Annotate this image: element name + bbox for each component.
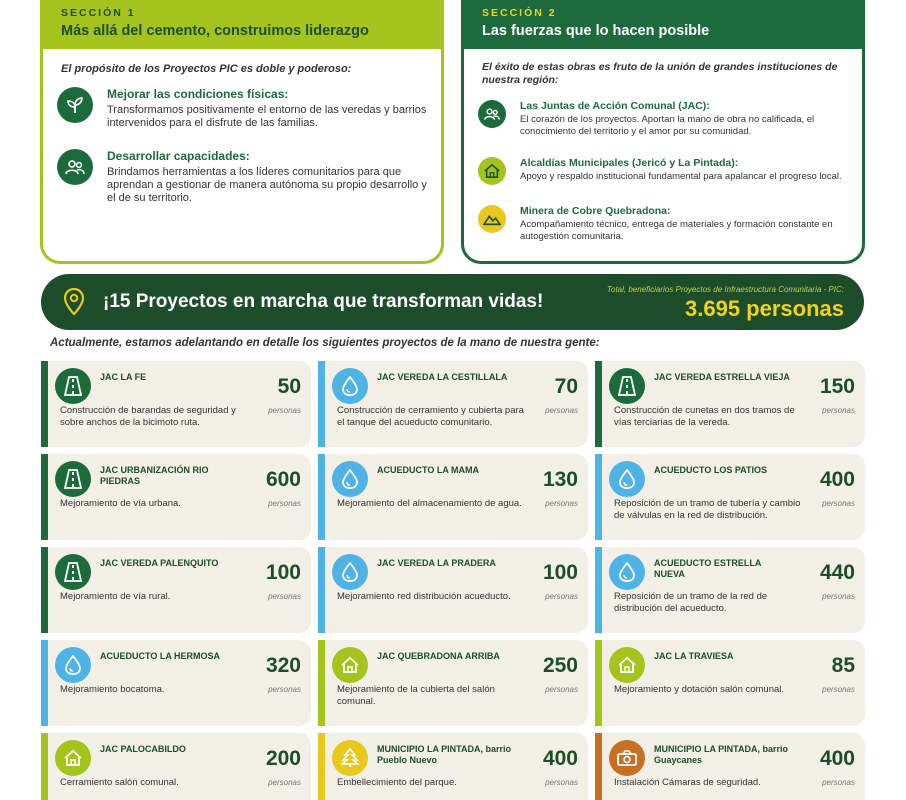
- section-1-header: [43, 0, 441, 49]
- section-2-number: SECCIÓN 2: [482, 7, 557, 19]
- partner-item-title: Alcaldías Municipales (Jericó y La Pintada):: [520, 157, 739, 169]
- project-card: [595, 733, 865, 800]
- project-card: [595, 547, 865, 633]
- project-unit: personas: [268, 499, 301, 508]
- project-card: [595, 361, 865, 447]
- project-beneficiaries: 50: [277, 375, 301, 398]
- house-icon: [478, 157, 506, 185]
- partner-item-title: Minera de Cobre Quebradona:: [520, 205, 671, 217]
- section-2-intro: El éxito de estas obras es fruto de la unión de grandes instituciones de nuestra región:: [482, 61, 838, 86]
- section-1-number: SECCIÓN 1: [61, 7, 136, 19]
- project-name: JAC VEREDA LA PRADERA: [377, 558, 496, 568]
- project-unit: personas: [545, 406, 578, 415]
- project-beneficiaries: 70: [554, 375, 578, 398]
- road-icon: [609, 368, 645, 404]
- house-icon: [609, 647, 645, 683]
- project-name: JAC VEREDA LA CESTILLALA: [377, 372, 508, 382]
- project-unit: personas: [822, 778, 855, 787]
- project-card: [318, 361, 588, 447]
- project-card: [595, 640, 865, 726]
- project-description: Mejoramiento del almacenamiento de agua.: [337, 498, 522, 509]
- project-beneficiaries: 250: [542, 654, 578, 677]
- partner-item-text: Apoyo y respaldo institucional fundamental para apalancar el progreso local.: [520, 171, 842, 182]
- projects-lead-text: Actualmente, estamos adelantando en detalle los siguientes proyectos de la mano de nuestra gente:: [50, 337, 600, 349]
- project-name: ACUEDUCTO LA HERMOSA: [100, 651, 221, 661]
- sprout-icon: [57, 87, 93, 123]
- people-icon: [57, 149, 93, 185]
- project-card: [41, 733, 311, 800]
- road-icon: [55, 461, 91, 497]
- project-beneficiaries: 150: [819, 375, 855, 398]
- partner-item-text: El corazón de los proyectos. Aportan la mano de obra no calificada, el conocimiento del territorio y el amor por su comunidad.: [520, 114, 815, 137]
- partner-item-title: Las Juntas de Acción Comunal (JAC):: [520, 100, 710, 112]
- map-pin-icon: [63, 287, 85, 322]
- project-name: JAC QUEBRADONA ARRIBA: [377, 651, 500, 661]
- project-beneficiaries: 85: [831, 654, 855, 677]
- project-name: JAC VEREDA PALENQUITO: [100, 558, 219, 568]
- project-description: Embellecimiento del parque.: [337, 777, 457, 788]
- section-2-header: [464, 0, 862, 49]
- project-beneficiaries: 100: [265, 561, 301, 584]
- project-beneficiaries: 130: [542, 468, 578, 491]
- project-description: Construcción de cunetas en dos tramos de vías terciarias de la vereda.: [614, 405, 795, 428]
- section-1-title: Más allá del cemento, construimos liderazgo: [61, 23, 369, 39]
- project-description: Mejoramiento red distribución acueducto.: [337, 591, 511, 602]
- project-beneficiaries: 100: [542, 561, 578, 584]
- water-drop-icon: [332, 368, 368, 404]
- project-name: MUNICIPIO LA PINTADA, barrio Pueblo Nuevo: [377, 744, 512, 765]
- project-card: [41, 547, 311, 633]
- project-unit: personas: [822, 685, 855, 694]
- project-unit: personas: [545, 592, 578, 601]
- partner-item-minera: [478, 205, 852, 243]
- partner-item-alcaldias: [478, 157, 852, 185]
- project-name: ACUEDUCTO LOS PATIOS: [654, 465, 768, 475]
- project-unit: personas: [822, 499, 855, 508]
- projects-banner: [41, 274, 864, 330]
- water-drop-icon: [609, 554, 645, 590]
- project-description: Mejoramiento de vía rural.: [60, 591, 171, 602]
- project-beneficiaries: 400: [819, 468, 855, 491]
- project-description: Construcción de cerramiento y cubierta para el tanque del acueducto comunitario.: [337, 405, 524, 428]
- camera-icon: [609, 740, 645, 776]
- project-beneficiaries: 440: [819, 561, 855, 584]
- section-1-card: [40, 0, 444, 264]
- project-beneficiaries: 400: [542, 747, 578, 770]
- banner-subtitle: Total, beneficiarios Proyectos de Infraestructura Comunitaria - PIC:: [606, 285, 844, 294]
- purpose-item-text: Transformamos positivamente el entorno de las veredas y barrios intervenidos para el disfrute de las familias.: [107, 104, 427, 129]
- house-icon: [332, 647, 368, 683]
- project-description: Mejoramiento y dotación salón comunal.: [614, 684, 785, 695]
- project-description: Mejoramiento de vía urbana.: [60, 498, 181, 509]
- purpose-item-capacities: [57, 149, 431, 205]
- project-card: [318, 640, 588, 726]
- section-2-title: Las fuerzas que lo hacen posible: [482, 23, 710, 39]
- projects-grid: [41, 361, 865, 800]
- project-unit: personas: [822, 592, 855, 601]
- mountain-icon: [478, 205, 506, 233]
- purpose-item-physical: [57, 87, 431, 130]
- project-unit: personas: [545, 685, 578, 694]
- project-card: [41, 640, 311, 726]
- house-icon: [55, 740, 91, 776]
- purpose-item-title: Desarrollar capacidades:: [107, 149, 250, 163]
- project-name: JAC VEREDA ESTRELLA VIEJA: [654, 372, 790, 382]
- project-beneficiaries: 600: [265, 468, 301, 491]
- water-drop-icon: [55, 647, 91, 683]
- project-beneficiaries: 200: [265, 747, 301, 770]
- water-drop-icon: [609, 461, 645, 497]
- project-description: Construcción de barandas de seguridad y sobre anchos de la bicimoto ruta.: [60, 405, 236, 428]
- project-beneficiaries: 400: [819, 747, 855, 770]
- project-card: [41, 361, 311, 447]
- project-unit: personas: [822, 406, 855, 415]
- project-unit: personas: [545, 499, 578, 508]
- road-icon: [55, 554, 91, 590]
- project-name: JAC LA TRAVIESA: [654, 651, 734, 661]
- project-description: Cerramiento salón comunal.: [60, 777, 179, 788]
- banner-title: ¡15 Proyectos en marcha que transforman vidas!: [103, 291, 544, 312]
- partner-item-text: Acompañamiento técnico, entrega de materiales y formación constante en autogestión comunitaria.: [520, 219, 833, 242]
- project-name: ACUEDUCTO LA MAMA: [377, 465, 479, 475]
- project-description: Instalación Cámaras de seguridad.: [614, 777, 761, 788]
- project-description: Reposición de un tramo de la red de distribución del acueducto.: [614, 591, 768, 614]
- project-card: [318, 733, 588, 800]
- project-card: [318, 454, 588, 540]
- purpose-item-title: Mejorar las condiciones físicas:: [107, 87, 289, 101]
- project-name: ACUEDUCTO ESTRELLA NUEVA: [654, 558, 762, 579]
- project-card: [318, 547, 588, 633]
- project-unit: personas: [545, 778, 578, 787]
- project-unit: personas: [268, 592, 301, 601]
- project-name: JAC PALOCABILDO: [100, 744, 186, 754]
- project-name: MUNICIPIO LA PINTADA, barrio Guaycanes: [654, 744, 789, 765]
- project-description: Reposición de un tramo de tubería y cambio de válvulas en la red de distribución.: [614, 498, 801, 521]
- project-name: JAC URBANIZACIÓN RIO PIEDRAS: [100, 465, 209, 486]
- purpose-item-text: Brindamos herramientas a los líderes comunitarios para que aprendan a gestionar de manera autónoma su propio desarrollo y el de su territorio.: [107, 166, 427, 204]
- project-unit: personas: [268, 685, 301, 694]
- project-card: [41, 454, 311, 540]
- project-name: JAC LA FE: [100, 372, 147, 382]
- project-unit: personas: [268, 778, 301, 787]
- project-beneficiaries: 320: [265, 654, 301, 677]
- section-2-card: [461, 0, 865, 264]
- section-1-intro: El propósito de los Proyectos PIC es doble y poderoso:: [61, 63, 352, 75]
- project-card: [595, 454, 865, 540]
- project-unit: personas: [268, 406, 301, 415]
- banner-total: 3.695 personas: [685, 296, 844, 321]
- tree-icon: [332, 740, 368, 776]
- project-description: Mejoramiento de la cubierta del salón comunal.: [337, 684, 495, 707]
- partner-item-jac: [478, 100, 852, 138]
- road-icon: [55, 368, 91, 404]
- project-description: Mejoramiento bocatoma.: [60, 684, 165, 695]
- water-drop-icon: [332, 461, 368, 497]
- people-icon: [478, 100, 506, 128]
- water-drop-icon: [332, 554, 368, 590]
